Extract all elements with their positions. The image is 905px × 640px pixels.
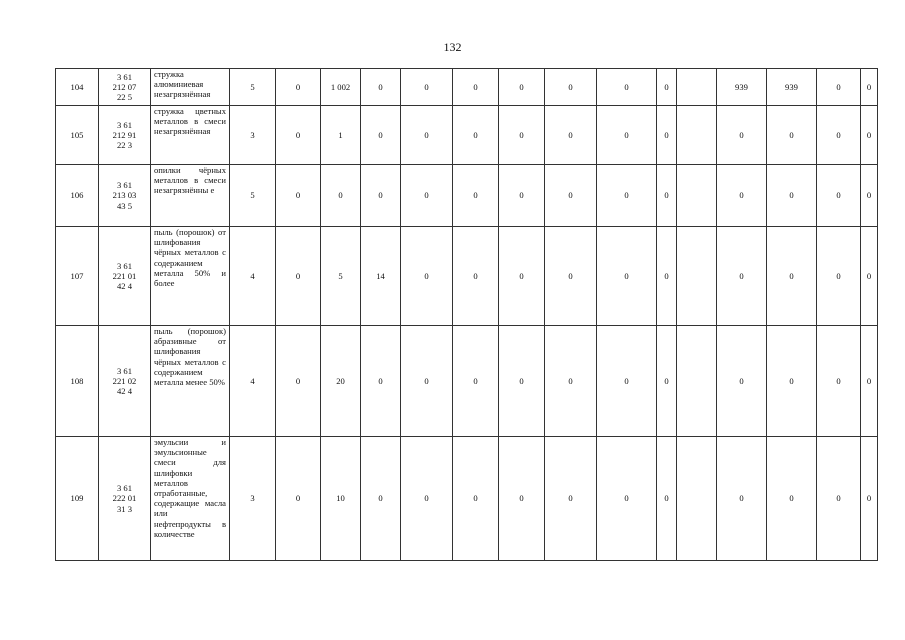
table-row — [56, 165, 878, 227]
value-cell: 0 — [657, 69, 677, 106]
value-cell: 0 — [499, 165, 545, 227]
value-cell: 10 — [321, 437, 361, 561]
value-cell: 0 — [401, 106, 453, 165]
waste-description-text: эмульсии и — [154, 437, 226, 447]
value-cell: 0 — [861, 437, 878, 561]
waste-description-text: шлифования — [154, 346, 201, 357]
page-number: 132 — [443, 40, 462, 54]
value-cell: 0 — [597, 106, 657, 165]
spacer-cell — [677, 69, 717, 106]
waste-description-text: смеси для — [154, 457, 226, 468]
value-cell: 0 — [401, 165, 453, 227]
value-cell: 0 — [545, 106, 597, 165]
waste-description-cell — [151, 106, 230, 165]
spacer-cell — [677, 106, 717, 165]
value-cell: 0 — [717, 227, 767, 326]
value-cell: 0 — [453, 106, 499, 165]
waste-description-text: цветных — [195, 106, 226, 116]
value-cell: 3 — [230, 106, 276, 165]
value-cell: 0 — [861, 326, 878, 437]
waste-description-text: 50% — [209, 377, 225, 388]
row-number-cell: 105 — [56, 106, 99, 165]
waste-description-text: металлов в — [154, 175, 199, 186]
value-cell: 0 — [767, 227, 817, 326]
value-cell: 0 — [717, 437, 767, 561]
waste-code-line: 212 91 — [112, 129, 137, 140]
value-cell: 0 — [401, 326, 453, 437]
value-cell: 4 — [230, 326, 276, 437]
value-cell: 0 — [361, 326, 401, 437]
value-cell: 0 — [453, 69, 499, 106]
waste-code-cell — [99, 69, 151, 106]
waste-code-cell — [99, 227, 151, 326]
waste-description-text: незагрязнённая — [154, 126, 211, 137]
waste-description-cell — [151, 69, 230, 106]
value-cell: 0 — [767, 106, 817, 165]
value-cell: 0 — [453, 437, 499, 561]
value-cell: 0 — [361, 437, 401, 561]
value-cell: 0 — [597, 326, 657, 437]
value-cell: 0 — [453, 165, 499, 227]
value-cell: 4 — [230, 227, 276, 326]
waste-description-text: (порошок) от — [176, 227, 226, 237]
value-cell: 0 — [545, 69, 597, 106]
waste-code-line: 3 61 — [116, 119, 133, 130]
spacer-cell — [677, 437, 717, 561]
table-row — [56, 326, 878, 437]
waste-description-text: металла менее — [154, 377, 208, 388]
value-cell: 0 — [276, 227, 321, 326]
waste-description-text: металлов в — [154, 116, 199, 127]
value-cell: 0 — [499, 106, 545, 165]
waste-code-cell — [99, 165, 151, 227]
value-cell: 0 — [545, 437, 597, 561]
waste-description-text: алюминиевая — [154, 79, 204, 90]
waste-code-line: 3 61 — [116, 180, 133, 191]
waste-code-cell — [99, 106, 151, 165]
spacer-cell — [677, 227, 717, 326]
value-cell: 0 — [453, 227, 499, 326]
value-cell: 0 — [861, 106, 878, 165]
waste-description-text: смеси — [204, 175, 226, 186]
waste-description-text: опилки чёрных — [154, 165, 226, 175]
value-cell: 0 — [717, 165, 767, 227]
waste-description-text: пыль — [154, 326, 173, 336]
waste-code-line: 3 61 — [116, 365, 133, 376]
value-cell: 0 — [767, 437, 817, 561]
waste-description-text: шлифования — [154, 237, 201, 248]
waste-description-text: стружка — [154, 69, 184, 79]
table-row — [56, 227, 878, 326]
row-number-cell: 109 — [56, 437, 99, 561]
value-cell: 0 — [453, 326, 499, 437]
value-cell: 0 — [817, 69, 861, 106]
value-cell: 0 — [817, 326, 861, 437]
value-cell: 5 — [230, 165, 276, 227]
value-cell: 0 — [545, 165, 597, 227]
value-cell: 0 — [861, 227, 878, 326]
value-cell: 0 — [276, 326, 321, 437]
value-cell: 0 — [499, 437, 545, 561]
waste-description-text: отработанные, — [154, 488, 208, 499]
waste-code-line: 42 4 — [116, 386, 133, 397]
waste-code-line: 213 03 — [112, 190, 137, 201]
waste-code-line: 212 07 — [112, 81, 137, 92]
waste-description-text: масла или — [154, 498, 226, 519]
value-cell: 0 — [657, 106, 677, 165]
waste-code-line: 3 61 — [116, 71, 133, 82]
value-cell: 939 — [717, 69, 767, 106]
value-cell: 0 — [545, 326, 597, 437]
waste-code-line: 22 5 — [116, 92, 133, 103]
waste-table — [55, 68, 878, 561]
value-cell: 0 — [657, 437, 677, 561]
value-cell: 0 — [657, 326, 677, 437]
value-cell: 0 — [767, 165, 817, 227]
value-cell: 0 — [361, 165, 401, 227]
waste-description-text: металла 50% и — [154, 267, 226, 278]
waste-code-line: 221 02 — [112, 375, 137, 386]
value-cell: 0 — [717, 106, 767, 165]
waste-description-text: чёрных — [154, 356, 182, 367]
value-cell: 0 — [276, 165, 321, 227]
value-cell: 0 — [276, 69, 321, 106]
waste-description-text: металлов с — [184, 247, 226, 258]
waste-code-line: 3 61 — [116, 483, 133, 494]
value-cell: 0 — [861, 165, 878, 227]
waste-description-text: эмульсионные — [154, 447, 207, 458]
table-row — [56, 106, 878, 165]
value-cell: 0 — [276, 106, 321, 165]
row-number-cell: 107 — [56, 227, 99, 326]
waste-code-line: 22 3 — [116, 140, 133, 151]
table-row — [56, 69, 878, 106]
row-number-cell: 106 — [56, 165, 99, 227]
table-row — [56, 437, 878, 561]
waste-description-text: чёрных — [154, 247, 182, 258]
value-cell: 0 — [861, 69, 878, 106]
value-cell: 0 — [401, 437, 453, 561]
value-cell: 0 — [817, 165, 861, 227]
waste-description-text: смеси — [204, 116, 226, 127]
value-cell: 1 002 — [321, 69, 361, 106]
waste-code-line: 43 5 — [116, 200, 133, 211]
value-cell: 0 — [817, 437, 861, 561]
value-cell: 0 — [361, 69, 401, 106]
value-cell: 0 — [499, 69, 545, 106]
value-cell: 0 — [597, 227, 657, 326]
value-cell: 0 — [597, 69, 657, 106]
waste-description-text: металлов — [154, 477, 188, 488]
waste-description-cell — [151, 165, 230, 227]
waste-description-cell — [151, 437, 230, 561]
waste-code-line: 221 01 — [112, 270, 137, 281]
waste-description-text: нефтепродукты — [154, 518, 211, 529]
waste-description-text: металлов с — [184, 356, 226, 367]
waste-description-cell — [151, 326, 230, 437]
waste-code-cell — [99, 437, 151, 561]
value-cell: 3 — [230, 437, 276, 561]
row-number-cell: 104 — [56, 69, 99, 106]
value-cell: 0 — [817, 106, 861, 165]
value-cell: 0 — [657, 227, 677, 326]
value-cell: 0 — [276, 437, 321, 561]
value-cell: 5 — [230, 69, 276, 106]
waste-description-text: незагрязнённая — [154, 89, 211, 100]
waste-code-line: 3 61 — [116, 260, 133, 271]
waste-description-text: в количестве — [154, 518, 226, 539]
waste-description-text: незагрязнённы — [154, 185, 209, 196]
value-cell: 0 — [597, 165, 657, 227]
value-cell: 1 — [321, 106, 361, 165]
waste-description-cell — [151, 227, 230, 326]
waste-description-text: более — [154, 278, 175, 289]
waste-description-text: содержанием — [154, 366, 203, 377]
value-cell: 0 — [401, 227, 453, 326]
value-cell: 0 — [657, 165, 677, 227]
value-cell: 0 — [401, 69, 453, 106]
waste-description-text: е — [210, 185, 215, 196]
row-number-cell: 108 — [56, 326, 99, 437]
spacer-cell — [677, 165, 717, 227]
value-cell: 0 — [321, 165, 361, 227]
waste-description-text: шлифовки — [154, 467, 193, 478]
spacer-cell — [677, 326, 717, 437]
waste-description-text: (порошок) — [187, 326, 226, 336]
waste-code-line: 222 01 — [112, 493, 137, 504]
waste-description-text: пыль — [154, 227, 173, 237]
waste-code-line: 31 3 — [116, 503, 133, 514]
value-cell: 14 — [361, 227, 401, 326]
waste-description-text: содержащие — [154, 498, 200, 509]
value-cell: 20 — [321, 326, 361, 437]
waste-description-text: содержанием — [154, 257, 203, 268]
value-cell: 0 — [817, 227, 861, 326]
waste-code-cell — [99, 326, 151, 437]
value-cell: 0 — [545, 227, 597, 326]
value-cell: 0 — [597, 437, 657, 561]
value-cell: 0 — [361, 106, 401, 165]
value-cell: 0 — [499, 227, 545, 326]
value-cell: 0 — [767, 326, 817, 437]
waste-code-line: 42 4 — [116, 281, 133, 292]
value-cell: 939 — [767, 69, 817, 106]
waste-description-text: абразивные от — [154, 336, 226, 347]
waste-description-text: стружка — [154, 106, 184, 116]
value-cell: 0 — [499, 326, 545, 437]
value-cell: 0 — [717, 326, 767, 437]
value-cell: 5 — [321, 227, 361, 326]
